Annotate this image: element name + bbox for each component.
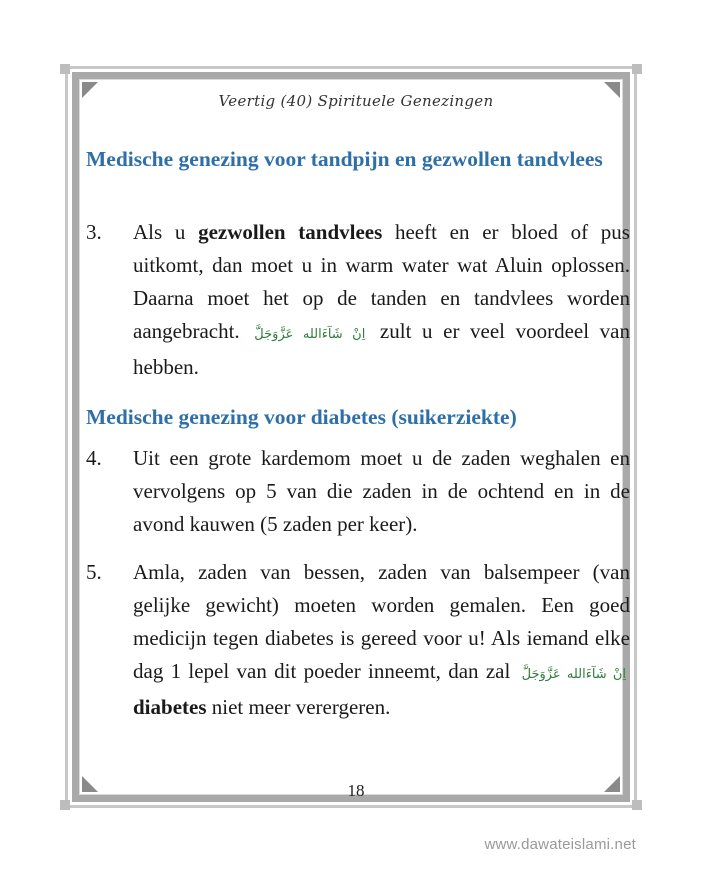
item-number: 3. <box>86 220 102 244</box>
section-heading-diabetes: Medische genezing voor diabetes (suikerziekte) <box>86 405 517 429</box>
item-number: 4. <box>86 446 102 470</box>
frame-corner-notch <box>60 800 70 810</box>
frame-corner-notch <box>60 64 70 74</box>
item-text: niet meer verergeren. <box>206 695 391 719</box>
item-text: zult u er veel voordeel van hebben. <box>133 319 631 379</box>
frame-corner-notch <box>632 64 642 74</box>
item-text: Als u <box>133 220 199 244</box>
frame-corner-notch <box>632 800 642 810</box>
item-body <box>133 556 630 724</box>
item-number: 5. <box>86 560 102 584</box>
running-head: Veertig (40) Spirituele Genezingen <box>218 92 494 110</box>
item-bold-text: gezwollen tandvlees <box>198 220 383 244</box>
page-number: 18 <box>347 781 365 800</box>
item-body: Uit een grote kardemom moet u de zaden weghalen en vervolgens op 5 van die zaden in de ochtend en in de avond kauwen (5 zaden per keer). <box>133 446 630 536</box>
footer-url: www.dawateislami.net <box>484 836 636 853</box>
item-body <box>133 216 630 384</box>
arabic-phrase: اِنْ شَآءَالله عَزَّوَجَلَّ <box>254 327 366 342</box>
item-text: Amla, zaden van bessen, zaden van balsempeer (van gelijke gewicht) moeten worden gemalen. Een goed medicijn tegen diabetes is gereed voor u! Als iemand elke dag 1 lepel van dit poeder inneemt, dan zal <box>133 560 630 683</box>
section-heading-tandpijn: Medische genezing voor tandpijn en gezwollen tandvlees <box>86 147 603 171</box>
item-text: heeft en er bloed of pus uitkomt, dan moet u in warm water wat Aluin oplossen. Daarna moet het op de tanden en tandvlees worden aangebracht. <box>133 220 630 343</box>
item-bold-text: diabetes <box>133 695 207 719</box>
arabic-phrase: اِنْ شَآءَالله عَزَّوَجَلَّ <box>521 667 627 682</box>
